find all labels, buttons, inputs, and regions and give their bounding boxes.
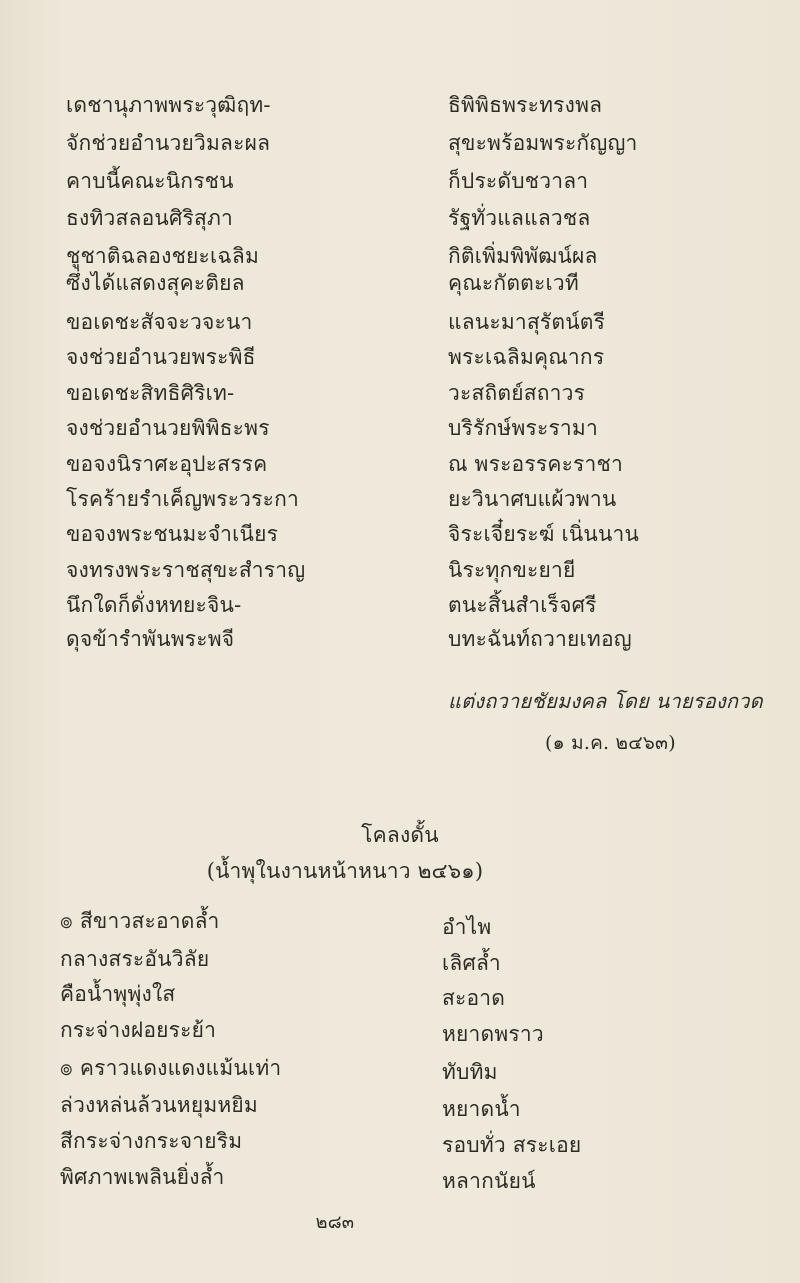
poem1-right-line: บริรักษ์พระรามา [448, 416, 598, 440]
poem1-right-line: สุขะพร้อมพระกัญญา [448, 131, 638, 155]
poem2-right-line: ทับทิม [442, 1060, 498, 1084]
poem1-left-line: ขอจงพระชนมะจำเนียร [66, 522, 279, 546]
poem2-left-line: ๏ คราวแดงแดงแม้นเท่า [60, 1056, 282, 1080]
poem1-left-line: จักช่วยอำนวยวิมละผล [66, 131, 271, 155]
poem1-left-line: จงช่วยอำนวยพระพิธี [66, 345, 256, 369]
poem1-left-line: ชูชาติฉลองชยะเฉลิม [66, 244, 260, 268]
poem1-left-line: ซึ่งได้แสดงสุคะติยล [66, 271, 245, 295]
poem1-right-line: ณ พระอรรคะราชา [448, 452, 623, 476]
poem1-right-line: นิระทุกขะยายี [448, 558, 576, 582]
poem1-left-line: จงช่วยอำนวยพิพิธะพร [66, 416, 270, 440]
poem1-right-line: ตนะสิ้นสำเร็จศรี [448, 593, 597, 617]
poem1-right-line: บทะฉันท์ถวายเทอญ [448, 627, 632, 651]
poem1-left-line: เดชานุภาพพระวุฒิฤท- [66, 93, 271, 117]
poem1-left-line: นึกใดก็ดั่งหทยะจิน- [66, 593, 242, 617]
poem1-date: (๑ ม.ค. ๒๔๖๓) [545, 732, 676, 754]
poem2-left-line: ล่วงหล่นล้วนหยุมหยิม [60, 1093, 258, 1117]
poem2-right-line: เลิศล้ำ [442, 951, 501, 975]
poem1-right-line: ยะวินาศบแผ้วพาน [448, 487, 617, 511]
poem2-right-line: รอบทั่ว สระเอย [442, 1133, 582, 1157]
poem1-right-line: วะสถิตย์สถาวร [448, 381, 586, 405]
poem1-right-line: แลนะมาสุรัตน์ตรี [448, 310, 606, 334]
poem2-left-line: กลางสระอันวิลัย [60, 947, 210, 971]
poem2-left-line: ๏ สีขาวสะอาดล้ำ [60, 909, 220, 933]
poem2-right-line: อำไพ [442, 915, 492, 939]
poem1-right-line: ก็ประดับชวาลา [448, 169, 589, 193]
poem1-left-line: ดุจข้ารำพันพระพจี [66, 627, 235, 651]
poem1-left-line: ธงทิวสลอนศิริสุภา [66, 206, 234, 230]
poem1-left-line: จงทรงพระราชสุขะสำราญ [66, 558, 306, 582]
poem1-right-line: รัฐทั่วแลแลวชล [448, 206, 591, 230]
poem2-right-line: หยาดน้ำ [442, 1097, 521, 1121]
poem1-credit: แต่งถวายชัยมงคล โดย นายรองกวด [448, 689, 763, 713]
poem1-right-line: คุณะกัตตะเวที [448, 271, 579, 295]
poem1-right-line: ธิพิพิธพระทรงพล [448, 93, 603, 117]
page-number: ๒๘๓ [315, 1212, 355, 1233]
poem2-left-line: กระจ่างฝอยระย้า [60, 1018, 217, 1042]
poem2-right-line: หยาดพราว [442, 1022, 544, 1046]
poem2-left-line: คือน้ำพุพุ่งใส [60, 982, 176, 1006]
poem1-right-line: พระเฉลิมคุณากร [448, 345, 605, 369]
poem2-subtitle: (น้ำพุในงานหน้าหนาว ๒๔๖๑) [206, 859, 484, 883]
poem2-right-line: สะอาด [442, 986, 506, 1010]
poem1-left-line: ขอเดชะสิทธิศิริเท- [66, 381, 235, 405]
poem1-left-line: ขอเดชะสัจจะวจะนา [66, 310, 253, 334]
poem2-left-line: พิศภาพเพลินยิ่งล้ำ [60, 1165, 225, 1189]
poem1-left-line: โรคร้ายรำเค็ญพระวระกา [66, 487, 300, 511]
poem2-title: โคลงดั้น [361, 823, 439, 847]
poem1-left-line: ขอจงนิราศะอุปะสรรค [66, 452, 268, 476]
poem1-right-line: จิระเจี๋ยระฆ์ เนิ่นนาน [448, 522, 640, 546]
poem1-right-line: กิติเพิ่มพิพัฒน์ผล [448, 244, 598, 268]
poem1-left-line: คาบนี้คณะนิกรชน [66, 169, 234, 193]
poem2-left-line: สีกระจ่างกระจายริม [60, 1129, 243, 1153]
poem2-right-line: หลากนัยน์ [442, 1169, 536, 1193]
